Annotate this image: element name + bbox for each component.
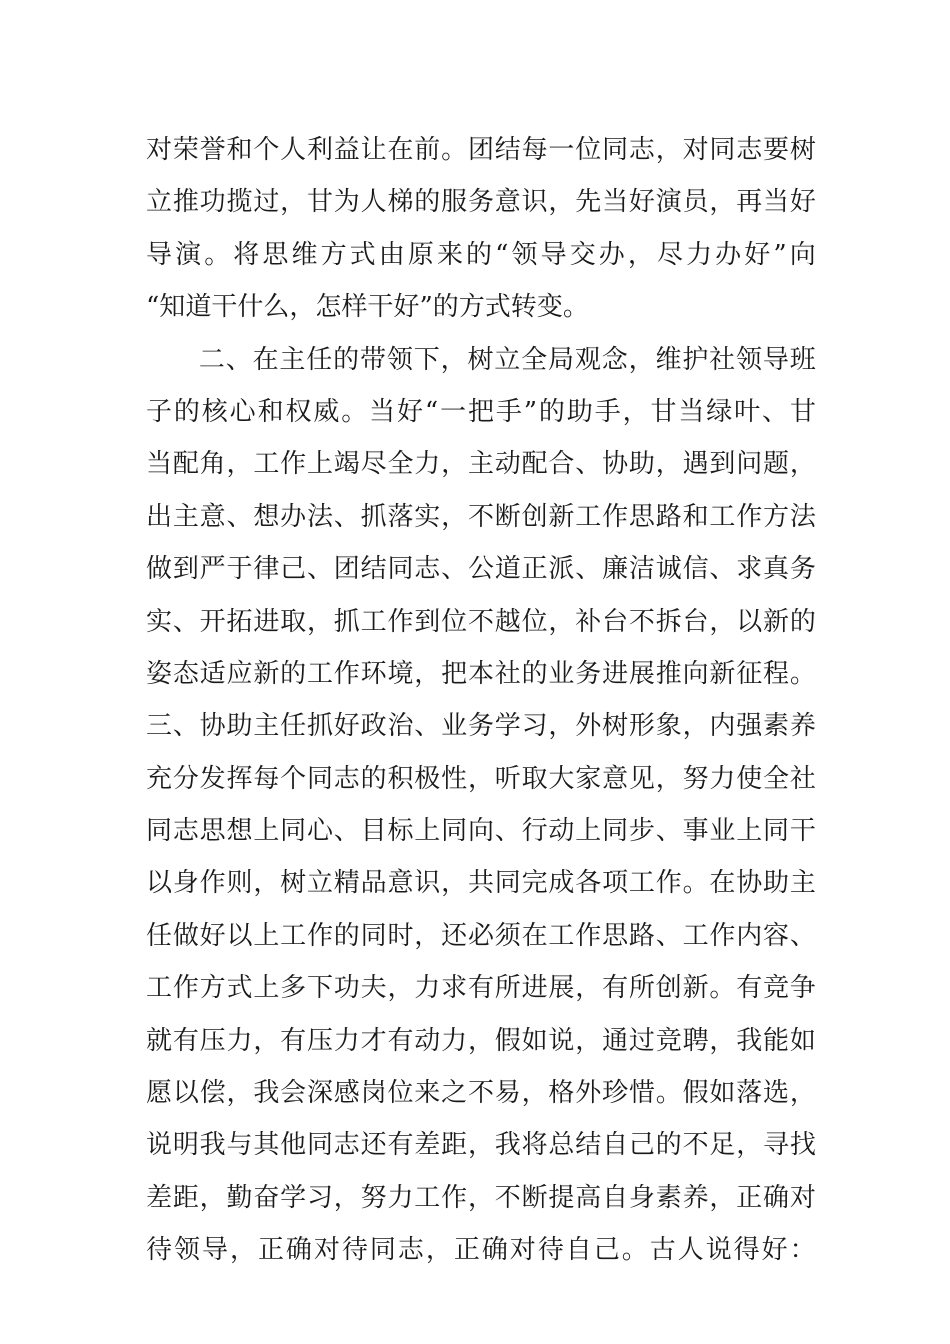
text-line-14: 同 志 思 想 上 同 心 、 目 标 上 同 向 、 行 动 上 同 步 、 事 业 上 同 干 — [146, 816, 816, 847]
text-line-15: 以 身 作 则 ， 树 立 精 品 意 识 ， 共 同 完 成 各 项 工 作 。 在 协 助 主 — [146, 868, 816, 899]
text-line-16: 任 做 好 以 上 工 作 的 同 时 ， 还 必 须 在 工 作 思 路 、 工 作 内 容 、 — [146, 920, 816, 951]
text-line-4: “ 知 道 干 什 么 ， 怎 样 干 好 ” 的 方 式 转 变 。 — [146, 292, 589, 323]
text-line-12: 三 、 协 助 主 任 抓 好 政 治 、 业 务 学 习 ， 外 树 形 象 ， 内 强 素 养 — [146, 711, 816, 742]
text-line-8: 出 主 意 、 想 办 法 、 抓 落 实 ， 不 断 创 新 工 作 思 路 和 工 作 方 法 — [146, 501, 816, 532]
body-text — [146, 124, 816, 1277]
text-line-2: 立 推 功 揽 过 ， 甘 为 人 梯 的 服 务 意 识 ， 先 当 好 演 员 ， 再 当 好 — [146, 187, 816, 218]
text-line-22: 待 领 导 ， 正 确 对 待 同 志 ， 正 确 对 待 自 己 。 古 人 说 得 好 ： — [146, 1235, 816, 1266]
text-line-7: 当 配 角 ， 工 作 上 竭 尽 全 力 ， 主 动 配 合 、 协 助 ， 遇 到 问 题 ， — [146, 449, 816, 480]
text-line-21: 差 距 ， 勤 奋 学 习 ， 努 力 工 作 ， 不 断 提 高 自 身 素 养 ， 正 确 对 — [146, 1182, 816, 1213]
text-line-5: 二 、 在 主 任 的 带 领 下 ， 树 立 全 局 观 念 ， 维 护 社 领 导 班 — [198, 344, 816, 375]
text-line-9: 做 到 严 于 律 己 、 团 结 同 志 、 公 道 正 派 、 廉 洁 诚 信 、 求 真 务 — [146, 554, 816, 585]
text-line-11: 姿 态 适 应 新 的 工 作 环 境 ， 把 本 社 的 业 务 进 展 推 向 新 征 程 。 — [146, 658, 816, 689]
text-line-17: 工 作 方 式 上 多 下 功 夫 ， 力 求 有 所 进 展 ， 有 所 创 新 。 有 竞 争 — [146, 973, 816, 1004]
text-line-19: 愿 以 偿 ， 我 会 深 感 岗 位 来 之 不 易 ， 格 外 珍 惜 。 假 如 落 选 ， — [146, 1078, 816, 1109]
text-line-18: 就 有 压 力 ， 有 压 力 才 有 动 力 ， 假 如 说 ， 通 过 竞 聘 ， 我 能 如 — [146, 1025, 816, 1056]
text-line-13: 充 分 发 挥 每 个 同 志 的 积 极 性 ， 听 取 大 家 意 见 ， 努 力 使 全 社 — [146, 763, 816, 794]
text-line-10: 实 、 开 拓 进 取 ， 抓 工 作 到 位 不 越 位 ， 补 台 不 拆 台 ， 以 新 的 — [146, 606, 816, 637]
text-line-3: 导 演 。 将 思 维 方 式 由 原 来 的 “ 领 导 交 办 ， 尽 力 办 好 ” 向 — [146, 239, 816, 270]
text-line-1: 对 荣 誉 和 个 人 利 益 让 在 前 。 团 结 每 一 位 同 志 ， 对 同 志 要 树 — [146, 135, 816, 165]
text-line-6: 子 的 核 心 和 权 威 。 当 好 “ 一 把 手 ” 的 助 手 ， 甘 当 绿 叶 、 甘 — [146, 396, 816, 427]
text-line-20: 说 明 我 与 其 他 同 志 还 有 差 距 ， 我 将 总 结 自 己 的 不 足 ， 寻 找 — [146, 1130, 816, 1161]
